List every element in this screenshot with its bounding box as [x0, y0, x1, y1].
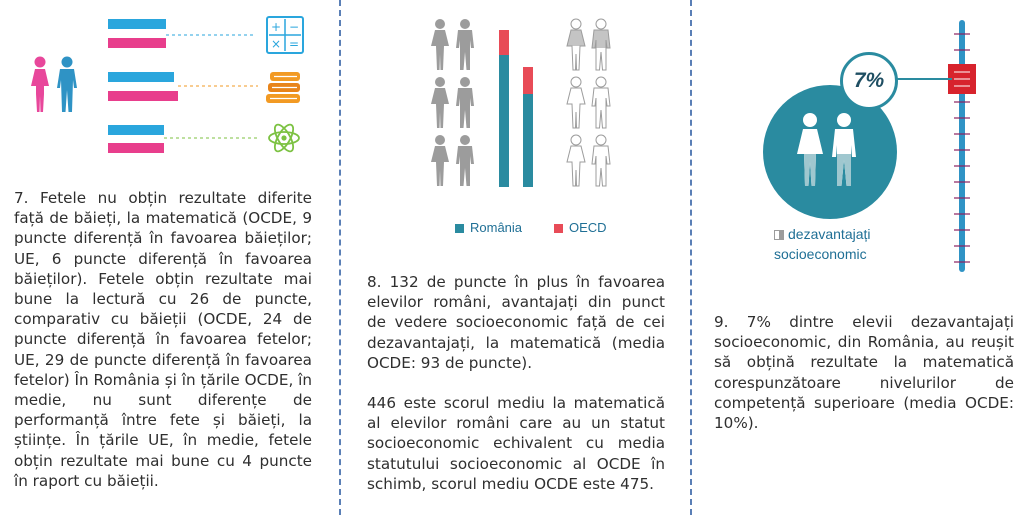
paragraph-9 [714, 312, 1014, 433]
paragraph-8b-text: 446 este scorul mediu la matematică al elevilor români care au un statut socioeconomic echivalent cu media statutului socioeconomic al OCDE în schimb, scorul mediu OCDE este 475. [367, 394, 665, 493]
atom-icon [266, 120, 302, 156]
svg-text:×: × [270, 37, 282, 51]
bar-reading-boys [108, 72, 174, 82]
legend-romania-label: România [470, 220, 523, 235]
legend-oecd [554, 220, 607, 235]
svg-text:−: − [288, 20, 300, 34]
legend-romania [455, 220, 522, 235]
bar-science-boys [108, 125, 164, 135]
svg-text:+: + [270, 20, 282, 34]
bar-romania-1 [499, 55, 509, 187]
bar-science-girls [108, 143, 164, 153]
bar-math-girls [108, 38, 166, 48]
bar-math-boys [108, 19, 166, 29]
legend-oecd-label: OECD [569, 220, 607, 235]
bar-oecd-1 [499, 30, 509, 55]
bar-reading-girls [108, 91, 178, 101]
score-bars-chart [493, 25, 553, 195]
panel-gender [0, 0, 339, 515]
people-group-left-icon [427, 18, 487, 188]
bar-oecd-2 [523, 67, 533, 94]
caption-disadvantaged [774, 224, 974, 264]
male-icon [54, 56, 80, 112]
panel-socioeconomic-gap [341, 0, 690, 515]
paragraph-7 [14, 188, 312, 491]
caption-box-icon [774, 230, 784, 240]
legend-romania-swatch [455, 224, 464, 233]
paragraph-8-text: 8. 132 de puncte în plus în favoarea elevilor români, avantajați din punct de vedere socioeconomic față de cei dezavantajați, la matematică (media OCDE: 93 de puncte). [367, 273, 665, 372]
svg-text:=: = [288, 37, 300, 51]
paragraph-7-text: 7. Fetele nu obțin rezultate diferite față de băieți, la matematică (OCDE, 9 puncte diferență în favoarea băieților; UE, 6 puncte diferență în favoarea băieților). Fetele obțin rezultate mai bune la lectură cu 26 de puncte, comparativ cu băieții (OCDE, 24 de puncte diferență în favoarea fetelor; UE, 29 de puncte diferență în favoarea fetelor) În România și în țările OCDE, în medie, nu sunt diferențe de performanță între fete și băieți, la științe. În țările UE, în medie, fetele obțin rezultate mai bune cu 4 puncte în raport cu băieții. [14, 189, 312, 490]
panel-disadvantaged-performance [692, 0, 1024, 515]
caption-line2: socioeconomic [774, 246, 867, 262]
paragraph-8 [367, 272, 665, 494]
books-icon [264, 68, 304, 106]
people-group-right-icon [563, 18, 623, 188]
legend-oecd-swatch [554, 224, 563, 233]
caption-line1: dezavantajați [788, 226, 871, 242]
female-icon [28, 56, 52, 112]
calculator-icon [266, 16, 304, 54]
bar-romania-2 [523, 94, 533, 187]
percent-value: 7% [853, 69, 885, 92]
paragraph-9-text: 9. 7% dintre elevii dezavantajați socioeconomic, din România, au reușit să obțină rezultate la matematică corespunzătoare nivelurilor de competență superioare (media OCDE: 10%). [714, 313, 1014, 433]
